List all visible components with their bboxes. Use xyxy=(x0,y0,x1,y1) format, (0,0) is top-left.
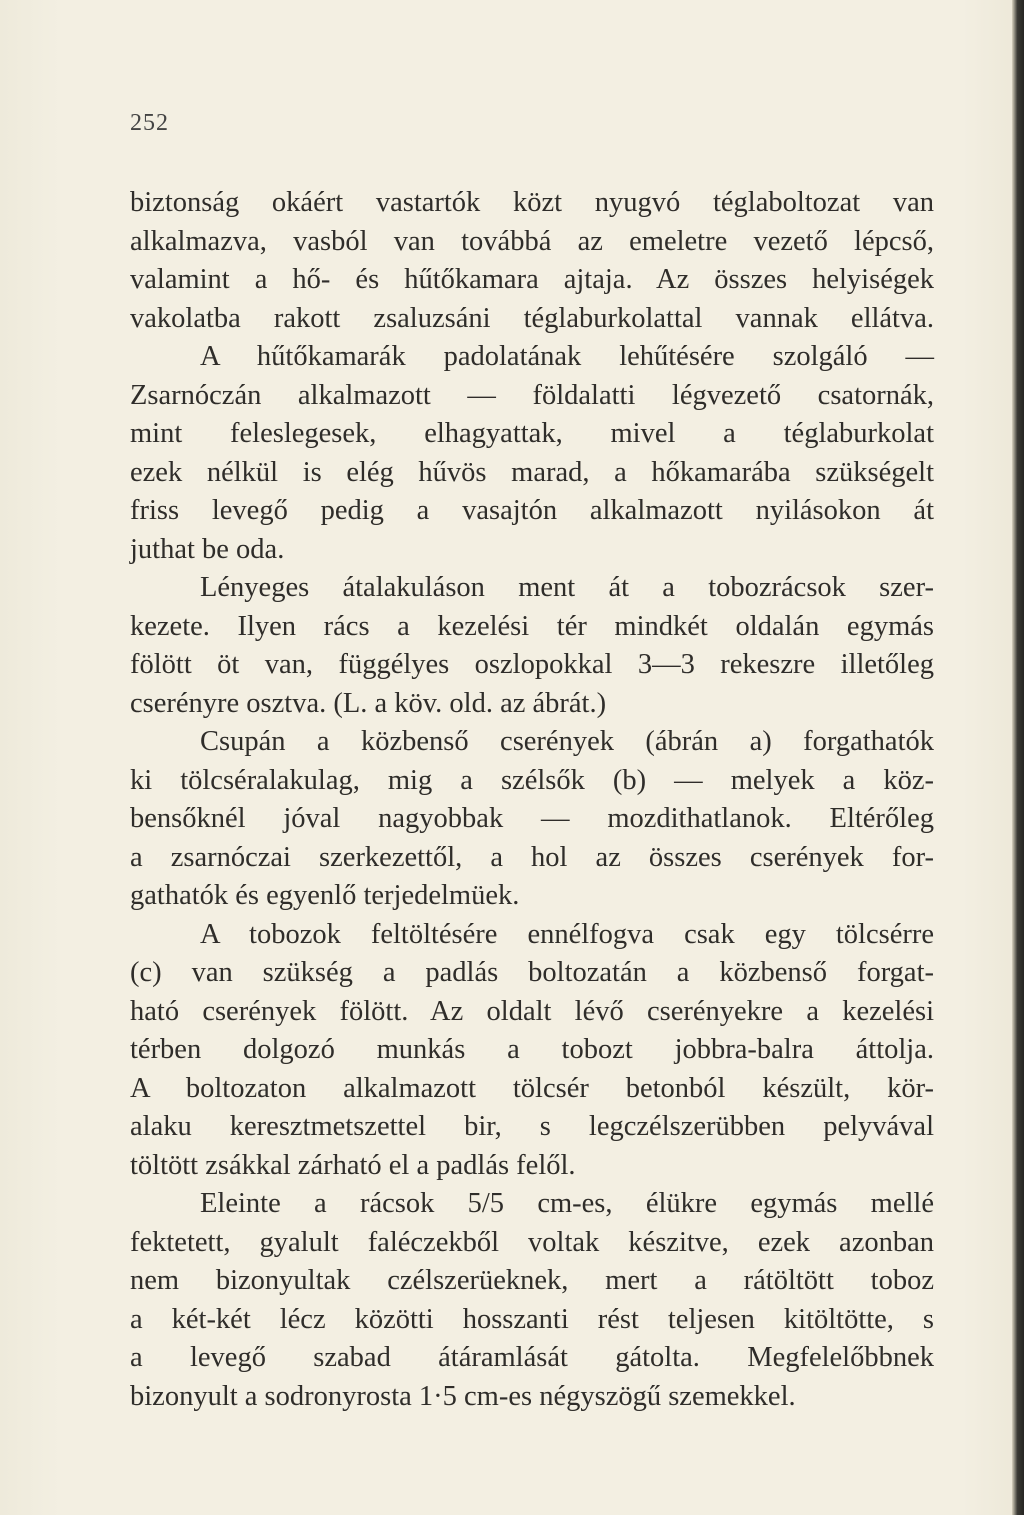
text-line: A hűtőkamarák padolatának lehűtésére szolgáló — xyxy=(200,341,934,372)
text-line: nem bizonyultak czélszerüeknek, mert a rátöltött toboz xyxy=(130,1265,934,1296)
text-line: Csupán a közbenső cserények (ábrán a) forgathatók xyxy=(200,726,934,757)
text-line: térben dolgozó munkás a tobozt jobbra-balra áttolja. xyxy=(130,1034,934,1065)
text-line: ki tölcséralakulag, mig a szélsők (b) — melyek a köz- xyxy=(130,764,934,796)
text-line: fektetett, gyalult faléczekből voltak készitve, ezek azonban xyxy=(130,1226,934,1258)
text-line: töltött zsákkal zárható el a padlás felől. xyxy=(130,1149,576,1181)
text-line: a zsarnóczai szerkezettől, a hol az összes cserények for- xyxy=(130,841,934,873)
text-line: friss levegő pedig a vasajtón alkalmazott nyilásokon át xyxy=(130,495,934,526)
text-line: Eleinte a rácsok 5/5 cm-es, élükre egymás mellé xyxy=(200,1188,934,1219)
text-line: A tobozok feltöltésére ennélfogva csak egy tölcsérre xyxy=(200,918,934,950)
page-edge-shadow xyxy=(1012,0,1024,1515)
text-line: ható cserények fölött. Az oldalt lévő cserényekre a kezelési xyxy=(130,995,934,1027)
text-line: fölött öt van, függélyes oszlopokkal 3—3 rekeszre illetőleg xyxy=(130,649,934,680)
text-line: A boltozaton alkalmazott tölcsér betonból készült, kör- xyxy=(130,1072,934,1104)
text-line: kezete. Ilyen rács a kezelési tér mindkét oldalán egymás xyxy=(130,610,934,642)
text-line: cserényre osztva. (L. a köv. old. az ábrát.) xyxy=(130,687,607,719)
text-line: bizonyult a sodronyrosta 1·5 cm-es négyszögű szemekkel. xyxy=(130,1380,796,1412)
text-line: alaku keresztmetszettel bir, s legczélszerübben pelyvával xyxy=(130,1111,934,1142)
text-line: a levegő szabad átáramlását gátolta. Megfelelőbbnek xyxy=(130,1342,934,1373)
text-line: (c) van szükség a padlás boltozatán a közbenső forgat- xyxy=(130,957,934,988)
text-line: ezek nélkül is elég hűvös marad, a hőkamarába szükségelt xyxy=(130,456,934,488)
text-line: biztonság okáért vastartók közt nyugvó téglaboltozat van xyxy=(130,187,934,218)
text-line: Lényeges átalakuláson ment át a tobozrácsok szer- xyxy=(200,572,934,603)
text-line: juthat be oda. xyxy=(130,533,285,565)
text-line: a két-két lécz közötti hosszanti rést teljesen kitöltötte, s xyxy=(130,1303,934,1335)
text-line: gathatók és egyenlő terjedelmüek. xyxy=(130,880,520,911)
text-line: alkalmazva, vasból van továbbá az emeletre vezető lépcső, xyxy=(130,225,934,257)
text-line: mint feleslegesek, elhagyattak, mivel a téglaburkolat xyxy=(130,418,934,449)
page-number: 252 xyxy=(130,110,169,136)
text-line: valamint a hő- és hűtőkamara ajtaja. Az összes helyiségek xyxy=(130,264,934,295)
text-line: vakolatba rakott zsaluzsáni téglaburkolattal vannak ellátva. xyxy=(130,302,934,334)
text-line: Zsarnóczán alkalmazott — földalatti légvezető csatornák, xyxy=(130,379,934,411)
body-text xyxy=(130,184,934,1416)
text-line: bensőknél jóval nagyobbak — mozdithatlanok. Eltérőleg xyxy=(130,803,934,834)
